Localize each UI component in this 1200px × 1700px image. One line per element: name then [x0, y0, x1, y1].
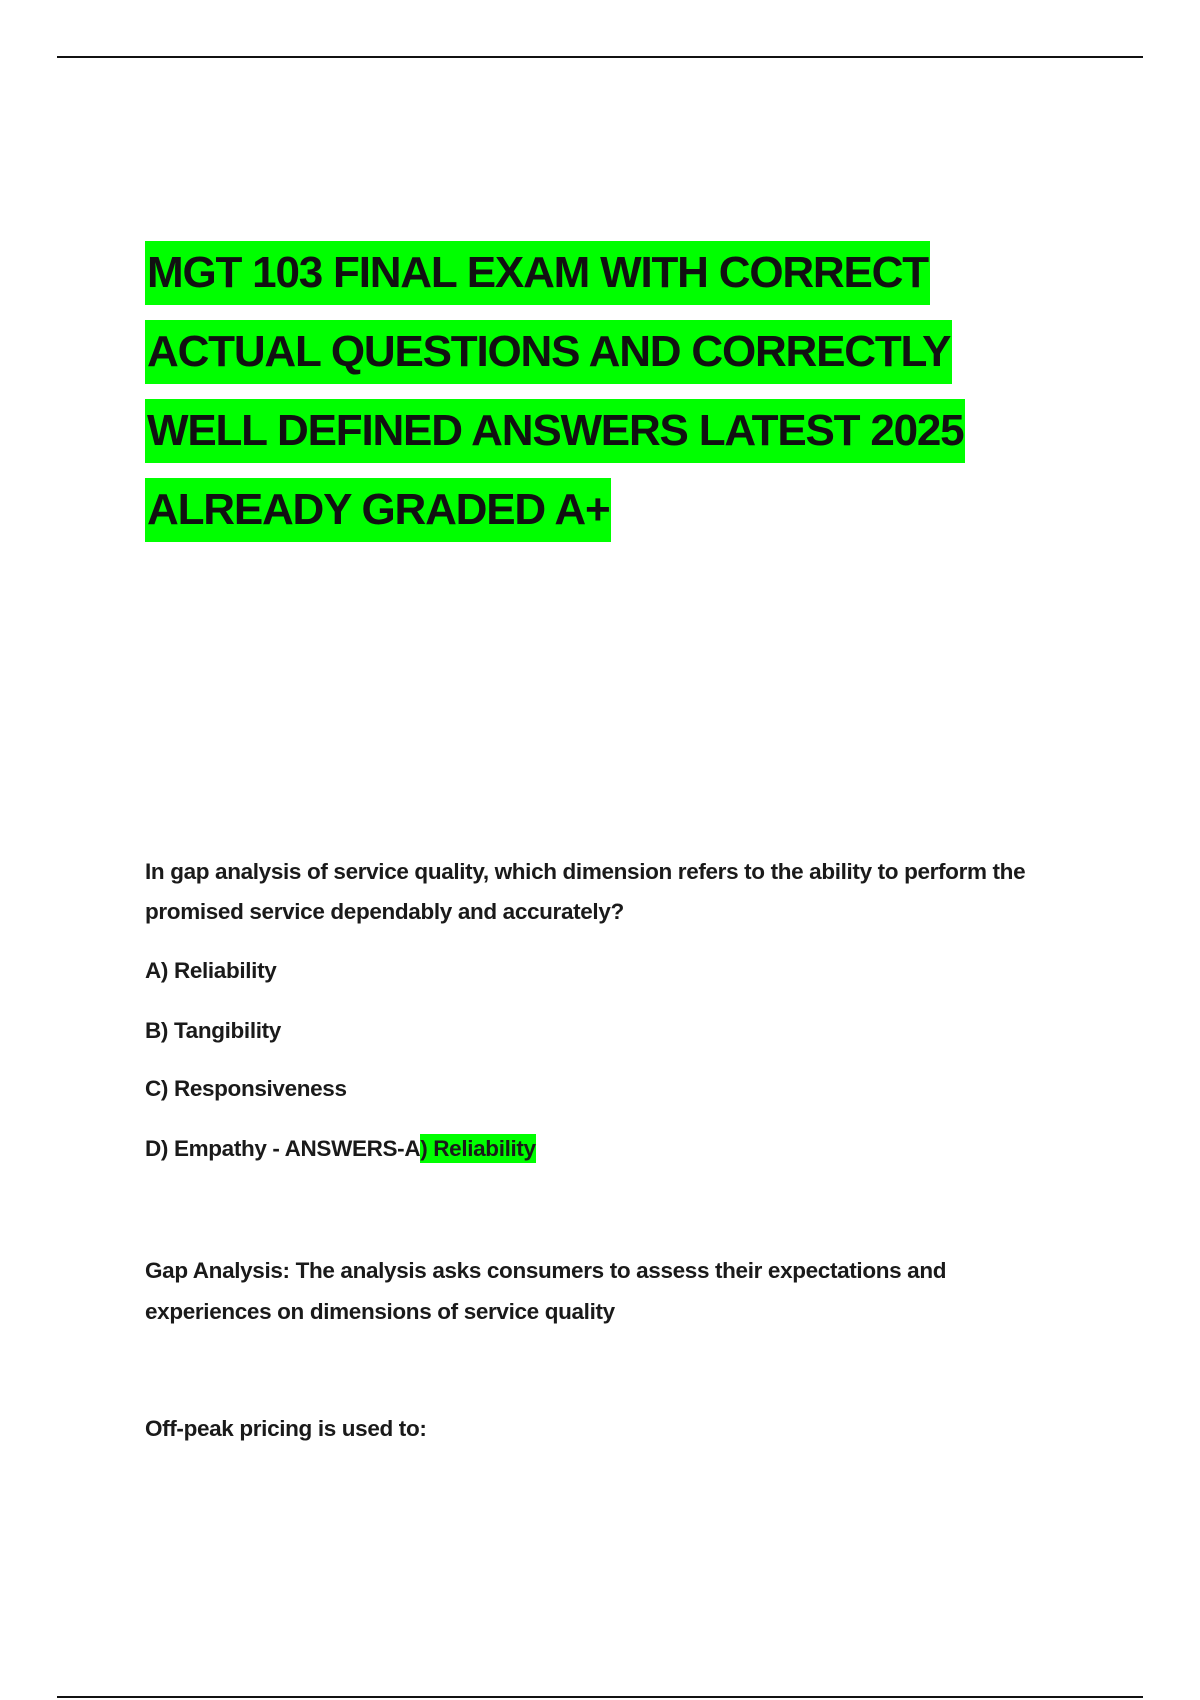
title-line: WELL DEFINED ANSWERS LATEST 2025 — [145, 399, 965, 463]
question-1-option-b: B) Tangibility — [145, 1018, 281, 1043]
option-d-text: D) Empathy - ANSWERS-A — [145, 1136, 421, 1161]
title-line: ACTUAL QUESTIONS AND CORRECTLY — [145, 320, 952, 384]
title-line: ALREADY GRADED A+ — [145, 478, 611, 542]
question-1-option-c: C) Responsiveness — [145, 1076, 347, 1101]
top-rule — [57, 56, 1143, 58]
question-2-text: Off-peak pricing is used to: — [145, 1416, 427, 1441]
bottom-rule — [57, 1696, 1143, 1698]
gap-analysis-note: Gap Analysis: The analysis asks consumers to assess their expectations and experiences on dimensions of service quality — [145, 1258, 947, 1324]
question-1-text: In gap analysis of service quality, which dimension refers to the ability to perform the promised service dependably and accurately? — [145, 859, 1026, 924]
document-title — [145, 236, 1065, 552]
title-line: MGT 103 FINAL EXAM WITH CORRECT — [145, 241, 930, 305]
answer-highlight: ) Reliability — [420, 1136, 536, 1161]
question-1-option-d — [145, 1134, 536, 1164]
question-1-option-a: A) Reliability — [145, 958, 277, 983]
